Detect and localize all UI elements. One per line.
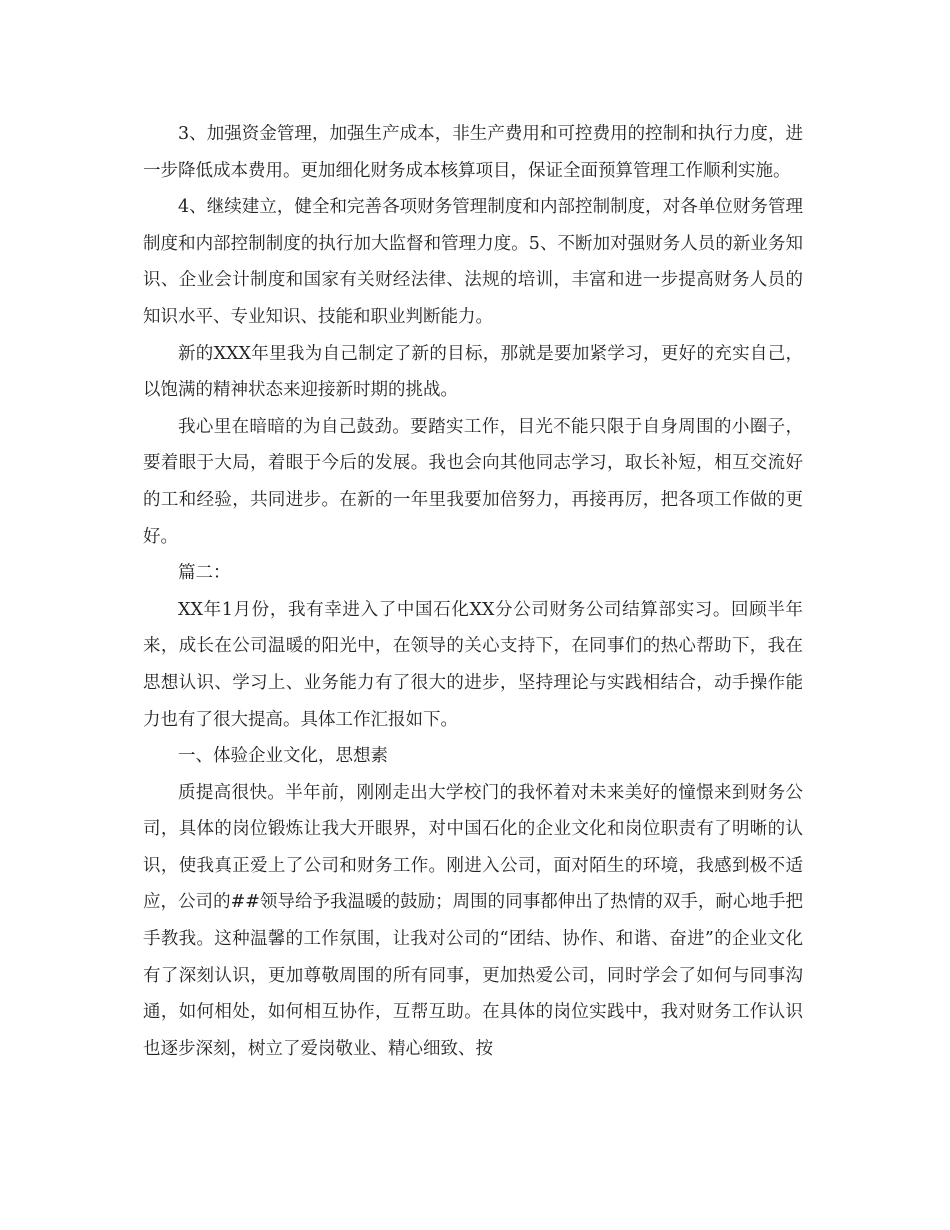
paragraph-item-3: 3、加强资金管理，加强生产成本，非生产费用和可控费用的控制和执行力度，进一步降低成本费用。更加细化财务成本核算项目，保证全面预算管理工作顺利实施。 [143, 124, 803, 181]
paragraph-new-year-goals: 新的XXX年里我为自己制定了新的目标，那就是要加紧学习，更好的充实自己，以饱满的精神状态来迎接新时期的挑战。 [143, 343, 803, 401]
paragraph-enterprise-culture: 质提高很快。半年前，刚刚走出大学校门的我怀着对未来美好的憧憬来到财务公司，具体的岗位锻炼让我大开眼界，对中国石化的企业文化和岗位职责有了明晰的认识，使我真正爱上了公司和财务工作。刚进入公司，面对陌生的环境，我感到极不适应，公司的##领导给予我温暖的鼓励；周围的同事都伸出了热情的双手，耐心地手把手教我。这种温馨的工作氛围，让我对公司的“团结、协作、和谐、奋进”的企业文化有了深刻认识，更加尊敬周围的所有同事，更加热爱公司，同时学会了如何与同事沟通，如何相处，如何相互协作，互帮互助。在具体的岗位实践中，我对财务工作认识也逐步深刻，树立了爱岗敬业、精心细致、按 [143, 782, 803, 1059]
paragraph-internship-intro: XX年1月份，我有幸进入了中国石化XX分公司财务公司结算部实习。回顾半年来，成长在公司温暖的阳光中，在领导的关心支持下，在同事们的热心帮助下，我在思想认识、学习上、业务能力有了很大的进步，坚持理论与实践相结合，动手操作能力也有了很大提高。具体工作汇报如下。 [143, 599, 803, 730]
document-body [143, 116, 803, 1067]
paragraph-self-encouragement: 我心里在暗暗的为自己鼓劲。要踏实工作，目光不能只限于自身周围的小圈子，要着眼于大局，着眼于今后的发展。我也会向其他同志学习，取长补短，相互交流好的工和经验，共同进步。在新的一年里我要加倍努力，再接再厉，把各项工作做的更好。 [143, 416, 803, 547]
section-heading-part-two: 篇二： [178, 563, 231, 584]
section-heading-enterprise-culture: 一、体验企业文化，思想素 [178, 746, 388, 767]
paragraph-item-4-5: 4、继续建立，健全和完善各项财务管理制度和内部控制制度，对各单位财务管理制度和内部控制制度的执行加大监督和管理力度。5、不断加对强财务人员的新业务知识、企业会计制度和国家有关财经法律、法规的培训，丰富和进一步提高财务人员的知识水平、专业知识、技能和职业判断能力。 [143, 197, 803, 327]
